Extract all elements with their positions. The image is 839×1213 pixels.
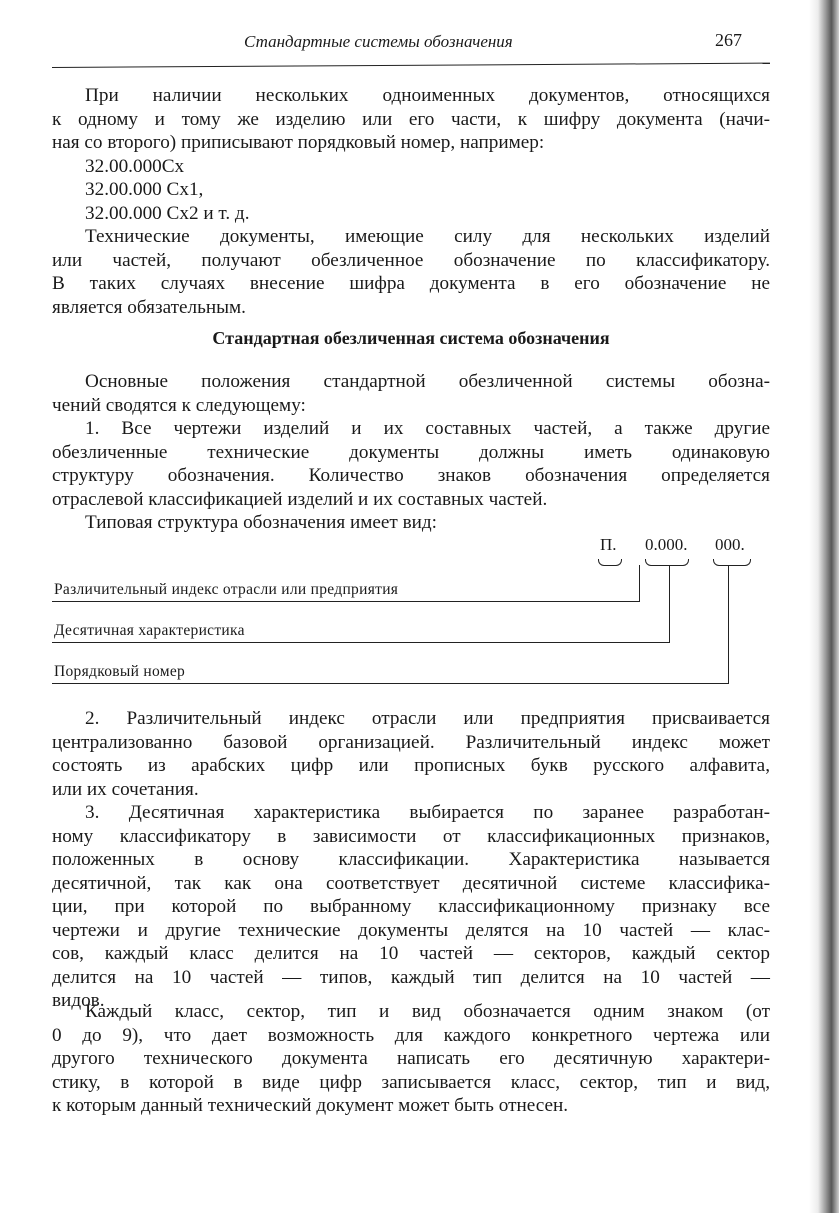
label-industry-index: Различительный индекс отрасли или предприятия <box>54 581 399 598</box>
text-line: или частей, получают обезличенное обозначение по классификатору. <box>52 249 770 271</box>
text-line: Каждый класс, сектор, тип и вид обозначается одним знаком (от <box>85 1001 770 1022</box>
text-line: Основные положения стандартной обезличенной системы обозна- <box>85 371 770 392</box>
text-line: является обязательным. <box>52 296 246 318</box>
text-line: При наличии нескольких одноименных документов, относящихся <box>85 85 770 106</box>
text-line: видов. <box>52 990 105 1011</box>
section-heading: Стандартная обезличенная система обозначения <box>212 328 610 348</box>
page-edge-shadow <box>809 0 839 1213</box>
text-line: чертежи и другие технические документы делятся на 10 частей — клас- <box>52 919 770 941</box>
designation-structure-diagram <box>52 535 772 695</box>
rule-decimal-characteristic <box>52 642 670 643</box>
text-line: сов, каждый класс делится на 10 частей — секторов, каждый сектор <box>52 943 770 964</box>
text-line: структуру обозначения. Количество знаков обозначения определяется <box>52 465 770 486</box>
text-line: централизованно базовой организацией. Различительный индекс может <box>52 731 770 753</box>
text-line: ции, при которой по выбранному классификационному признаку все <box>52 896 770 917</box>
text-line: Технические документы, имеющие силу для нескольких изделий <box>85 226 770 247</box>
running-header: Стандартные системы обозначения <box>244 32 513 51</box>
label-decimal-characteristic: Десятичная характеристика <box>54 622 245 639</box>
rule-industry-index <box>52 601 640 602</box>
brace-number <box>713 559 751 566</box>
example-code: 32.00.000 Сх2 и т. д. <box>85 202 250 224</box>
text-line: ному классификатору в зависимости от классификационных признаков, <box>52 825 770 847</box>
text-line: 3. Десятичная характеристика выбирается по заранее разработан- <box>85 802 770 823</box>
text-line: 0 до 9), что дает возможность для каждого конкретного чертежа или <box>52 1024 770 1046</box>
rule-serial-number <box>52 683 729 684</box>
text-line: делится на 10 частей — типов, каждый тип делится на 10 частей — <box>52 966 770 988</box>
page-number: 267 <box>715 30 742 50</box>
brace-decimal <box>645 559 689 566</box>
text-line: ная со второго) приписывают порядковый номер, например: <box>52 132 545 153</box>
text-line: 1. Все чертежи изделий и их составных частей, а также другие <box>85 418 770 439</box>
text-line: десятичной, так как она соответствует десятичной системе классифика- <box>52 872 770 894</box>
code-part-index: П. <box>600 535 617 554</box>
text-line: состоять из арабских цифр или прописных букв русского алфавита, <box>52 755 770 776</box>
text-line: отраслевой классификацией изделий и их составных частей. <box>52 488 548 510</box>
example-code: 32.00.000 Сх1, <box>85 179 204 200</box>
text-line: к одному и тому же изделию или его части, к шифру документа (начи- <box>52 108 770 130</box>
header-rule <box>52 63 770 68</box>
connector-decimal <box>669 565 670 642</box>
brace-index <box>598 559 622 566</box>
text-line: или их сочетания. <box>52 778 199 800</box>
text-line: В таких случаях внесение шифра документа в его обозначение не <box>52 273 770 294</box>
item-2-paragraph <box>52 707 770 801</box>
connector-index <box>639 565 640 601</box>
code-part-number: 000. <box>715 535 745 554</box>
text-line: Типовая структура обозначения имеет вид: <box>85 512 438 533</box>
text-line: 2. Различительный индекс отрасли или предприятия присваивается <box>85 708 770 729</box>
final-paragraph <box>52 1000 770 1118</box>
label-serial-number: Порядковый номер <box>54 663 186 680</box>
example-code: 32.00.000Сх <box>85 155 185 177</box>
text-line: положенных в основу классификации. Характеристика называется <box>52 849 770 870</box>
basics-paragraph <box>52 370 770 535</box>
intro-paragraph <box>52 84 770 319</box>
text-line: обезличенные технические документы должны иметь одинаковую <box>52 441 770 463</box>
item-3-paragraph <box>52 801 770 1013</box>
text-line: стику, в которой в виде цифр записывается класс, сектор, тип и вид, <box>52 1071 770 1093</box>
connector-number <box>728 565 729 683</box>
text-line: к которым данный технический документ может быть отнесен. <box>52 1095 569 1116</box>
text-line: чений сводятся к следующему: <box>52 394 306 416</box>
code-part-decimal: 0.000. <box>645 535 688 554</box>
text-line: другого технического документа написать его десятичную характери- <box>52 1048 770 1069</box>
